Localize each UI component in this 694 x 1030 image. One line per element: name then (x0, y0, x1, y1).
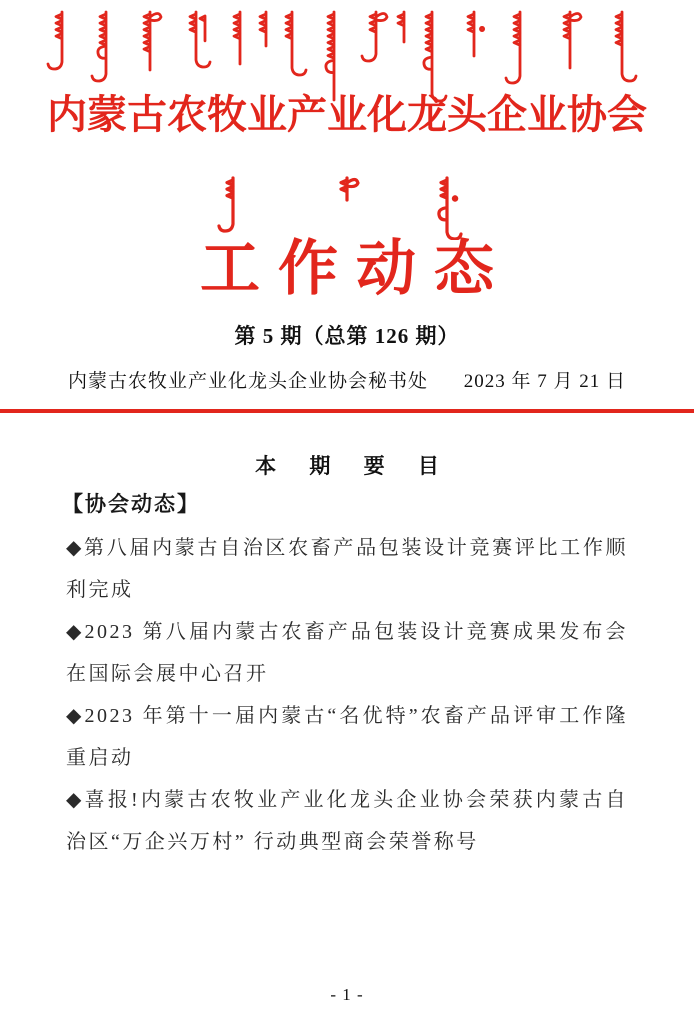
toc-item: ◆第八届内蒙古自治区农畜产品包装设计竞赛评比工作顺利完成 (66, 537, 628, 601)
publisher-name: 内蒙古农牧业产业化龙头企业协会秘书处 (68, 371, 429, 392)
contents-title: 本 期 要 目 (255, 454, 453, 478)
mongolian-script-subtitle-row (0, 174, 694, 240)
page-number: - 1 - (330, 985, 364, 1004)
toc-list (66, 527, 628, 863)
red-divider-rule (0, 409, 694, 413)
issue-number-line: 第 5 期（总第 126 期） (234, 324, 460, 348)
organization-title: 内蒙古农牧业产业化龙头企业协会 (47, 92, 647, 137)
issue-date: 2023 年 7 月 21 日 (463, 371, 626, 392)
toc-item: ◆2023 第八届内蒙古农畜产品包装设计竞赛成果发布会在国际会展中心召开 (66, 621, 628, 685)
section-category-label: 【协会动态】 (62, 493, 200, 516)
toc-item: ◆2023 年第十一届内蒙古“名优特”农畜产品评审工作隆重启动 (66, 705, 628, 769)
toc-item: ◆喜报!内蒙古农牧业产业化龙头企业协会荣获内蒙古自治区“万企兴万村” 行动典型商会荣誉称号 (66, 789, 628, 853)
publisher-row (68, 366, 626, 393)
bulletin-title: 工作动态 (200, 236, 512, 302)
